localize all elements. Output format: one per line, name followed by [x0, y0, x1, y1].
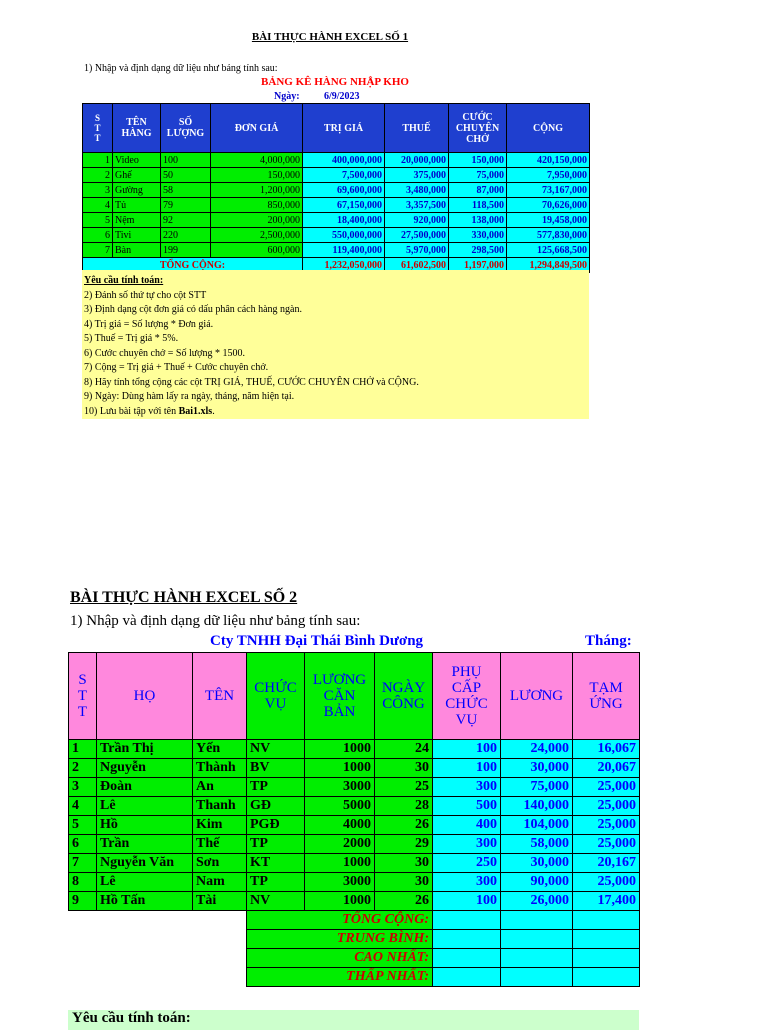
ex2-cell: 30	[375, 873, 433, 892]
ex1-table-title: BẢNG KÊ HÀNG NHẬP KHO	[261, 76, 409, 88]
ex2-summary-row	[69, 930, 640, 949]
ex1-cell: Bàn	[113, 243, 161, 258]
ex1-cell: 2	[83, 168, 113, 183]
ex1-cell: 19,458,000	[507, 213, 590, 228]
ex2-cell: 26	[375, 816, 433, 835]
ex1-title: BÀI THỰC HÀNH EXCEL SỐ 1	[251, 31, 409, 43]
ex2-cell: PGĐ	[247, 816, 305, 835]
ex2-cell: 4000	[305, 816, 375, 835]
ex2-table-row	[69, 854, 640, 873]
ex1-cell: 92	[161, 213, 211, 228]
ex1-req-item: 6) Cước chuyên chở = Số lượng * 1500.	[84, 347, 245, 359]
ex2-month-label: Tháng:	[585, 633, 632, 649]
ex2-req-title: Yêu cầu tính toán:	[72, 1010, 191, 1026]
ex1-cell: 27,500,000	[385, 228, 449, 243]
ex2-cell: 250	[433, 854, 501, 873]
ex1-req-item: 4) Trị giá = Số lượng * Đơn giá.	[84, 318, 214, 330]
ex1-cell: 298,500	[449, 243, 507, 258]
ex1-cell: 138,000	[449, 213, 507, 228]
ex2-cell: 4	[69, 797, 97, 816]
ex2-cell: NV	[247, 892, 305, 911]
ex2-cell: 58,000	[501, 835, 573, 854]
ex1-total-cell: 61,602,500	[385, 258, 449, 273]
ex2-table	[68, 652, 640, 987]
ex2-cell: Hồ Tấn	[97, 892, 193, 911]
ex2-col-header: TÊN	[193, 653, 247, 740]
ex1-cell: 6	[83, 228, 113, 243]
ex1-cell: 5,970,000	[385, 243, 449, 258]
ex1-total-cell: 1,294,849,500	[507, 258, 590, 273]
ex1-table-row	[83, 183, 590, 198]
ex2-table-row	[69, 816, 640, 835]
ex2-col-header: LƯƠNG	[501, 653, 573, 740]
ex2-table-row	[69, 740, 640, 759]
ex2-col-header: PHỤ CẤP CHỨC VỤ	[433, 653, 501, 740]
ex1-cell: 7,500,000	[303, 168, 385, 183]
ex2-cell: 30,000	[501, 759, 573, 778]
ex1-table-row	[83, 243, 590, 258]
ex2-cell: 300	[433, 778, 501, 797]
ex1-cell: Video	[113, 153, 161, 168]
ex2-col-header: S T T	[69, 653, 97, 740]
ex1-col-header: TRỊ GIÁ	[303, 104, 385, 153]
ex1-cell: 73,167,000	[507, 183, 590, 198]
ex2-cell: 1	[69, 740, 97, 759]
ex2-cell: Lê	[97, 873, 193, 892]
ex1-cell: 119,400,000	[303, 243, 385, 258]
ex2-cell: 25,000	[573, 835, 640, 854]
ex2-cell: Trần	[97, 835, 193, 854]
ex1-cell: 20,000,000	[385, 153, 449, 168]
ex2-cell: 75,000	[501, 778, 573, 797]
ex2-cell: GĐ	[247, 797, 305, 816]
ex1-total-cell: 1,197,000	[449, 258, 507, 273]
ex2-cell: 3	[69, 778, 97, 797]
ex2-cell: 30	[375, 854, 433, 873]
ex1-cell: 118,500	[449, 198, 507, 213]
ex1-cell: 420,150,000	[507, 153, 590, 168]
ex2-cell: 1000	[305, 740, 375, 759]
ex2-summary-label: CAO NHẤT:	[247, 949, 433, 968]
ex2-cell: 17,400	[573, 892, 640, 911]
ex1-cell: 4	[83, 198, 113, 213]
ex2-cell: Nam	[193, 873, 247, 892]
ex1-cell: 7	[83, 243, 113, 258]
ex1-cell: 75,000	[449, 168, 507, 183]
ex1-col-header: CỘNG	[507, 104, 590, 153]
ex2-cell: 26,000	[501, 892, 573, 911]
ex2-col-header: LƯƠNG CĂN BẢN	[305, 653, 375, 740]
ex1-cell: 1,200,000	[211, 183, 303, 198]
ex2-requirements	[68, 1010, 639, 1030]
ex1-cell: 330,000	[449, 228, 507, 243]
ex2-cell: 30	[375, 759, 433, 778]
ex1-table-row	[83, 213, 590, 228]
ex2-cell: 104,000	[501, 816, 573, 835]
ex2-cell: Trần Thị	[97, 740, 193, 759]
ex1-header-row	[83, 104, 590, 153]
ex2-cell: 30,000	[501, 854, 573, 873]
ex1-cell: 2,500,000	[211, 228, 303, 243]
ex1-date-label: Ngày:	[274, 91, 300, 102]
ex1-table-row	[83, 168, 590, 183]
ex1-cell: 69,600,000	[303, 183, 385, 198]
ex2-cell: 7	[69, 854, 97, 873]
ex2-table-row	[69, 835, 640, 854]
ex2-cell: 20,067	[573, 759, 640, 778]
ex2-cell: 2	[69, 759, 97, 778]
ex1-cell: Ghế	[113, 168, 161, 183]
ex2-col-header: TẠM ỨNG	[573, 653, 640, 740]
ex1-col-header: S T T	[83, 104, 113, 153]
ex2-cell: 9	[69, 892, 97, 911]
ex2-cell: 29	[375, 835, 433, 854]
ex1-cell: 58	[161, 183, 211, 198]
ex1-cell: 3,357,500	[385, 198, 449, 213]
ex2-company: Cty TNHH Đại Thái Bình Dương	[210, 633, 424, 649]
ex2-summary-row	[69, 949, 640, 968]
ex2-title: BÀI THỰC HÀNH EXCEL SỐ 2	[70, 589, 298, 606]
ex1-req-item: 7) Cộng = Trị giá + Thuế + Cước chuyên chở.	[84, 362, 269, 373]
ex2-cell: 1000	[305, 892, 375, 911]
ex2-cell: 25,000	[573, 797, 640, 816]
ex2-col-header: NGÀY CÔNG	[375, 653, 433, 740]
ex2-cell: 100	[433, 892, 501, 911]
ex2-cell: BV	[247, 759, 305, 778]
ex2-cell: NV	[247, 740, 305, 759]
ex2-cell: Kim	[193, 816, 247, 835]
ex2-cell: Tài	[193, 892, 247, 911]
ex2-instruction: 1) Nhập và định dạng dữ liệu như bảng tính sau:	[70, 613, 361, 629]
ex2-cell: An	[193, 778, 247, 797]
ex1-cell: 18,400,000	[303, 213, 385, 228]
ex1-req-file: Bai1.xls	[178, 405, 213, 417]
ex2-cell: 5	[69, 816, 97, 835]
ex1-table	[82, 103, 590, 273]
ex1-cell: 87,000	[449, 183, 507, 198]
ex2-summary-label: THẤP NHẤT:	[247, 968, 433, 987]
ex1-req-item: 3) Định dạng cột đơn giá có dấu phân cách hàng ngàn.	[84, 304, 302, 315]
ex2-cell: 25,000	[573, 778, 640, 797]
ex1-instruction: 1) Nhập và định dạng dữ liệu như bảng tính sau:	[84, 63, 278, 74]
ex2-cell: TP	[247, 835, 305, 854]
ex1-cell: 50	[161, 168, 211, 183]
ex1-col-header: CƯỚC CHUYÊN CHỞ	[449, 104, 507, 153]
ex1-req-last-prefix: 10) Lưu bài tập với tên	[84, 405, 179, 417]
ex1-cell: 125,668,500	[507, 243, 590, 258]
ex1-cell: 100	[161, 153, 211, 168]
ex2-table-row	[69, 797, 640, 816]
ex1-cell: 7,950,000	[507, 168, 590, 183]
ex1-req-item: 9) Ngày: Dùng hàm lấy ra ngày, tháng, năm hiện tại.	[84, 391, 295, 402]
ex1-cell: 550,000,000	[303, 228, 385, 243]
ex1-req-last-suffix: .	[212, 405, 215, 417]
ex2-cell: 24,000	[501, 740, 573, 759]
ex1-total-cell: 1,232,050,000	[303, 258, 385, 273]
ex2-cell: 140,000	[501, 797, 573, 816]
ex1-cell: 850,000	[211, 198, 303, 213]
ex2-cell: Sơn	[193, 854, 247, 873]
ex1-req-item	[84, 405, 587, 420]
ex2-cell: 100	[433, 740, 501, 759]
ex1-cell: Nệm	[113, 213, 161, 228]
ex1-cell: 600,000	[211, 243, 303, 258]
ex2-cell: 100	[433, 759, 501, 778]
ex1-cell: 375,000	[385, 168, 449, 183]
ex2-cell: 20,167	[573, 854, 640, 873]
ex1-cell: 920,000	[385, 213, 449, 228]
ex2-cell: 6	[69, 835, 97, 854]
ex2-cell: 1000	[305, 759, 375, 778]
ex2-cell: Nguyễn Văn	[97, 854, 193, 873]
ex2-cell: 25	[375, 778, 433, 797]
ex1-cell: Tivi	[113, 228, 161, 243]
ex2-cell: 2000	[305, 835, 375, 854]
ex1-cell: 150,000	[449, 153, 507, 168]
ex2-summary-label: TỔNG CỘNG:	[247, 911, 433, 930]
ex2-cell: 300	[433, 835, 501, 854]
ex1-cell: 5	[83, 213, 113, 228]
ex1-col-header: SỐ LƯỢNG	[161, 104, 211, 153]
ex1-cell: 1	[83, 153, 113, 168]
ex2-cell: 28	[375, 797, 433, 816]
ex1-cell: Tủ	[113, 198, 161, 213]
ex2-cell: Thành	[193, 759, 247, 778]
ex1-cell: 3	[83, 183, 113, 198]
ex2-col-header: HỌ	[97, 653, 193, 740]
ex2-cell: 16,067	[573, 740, 640, 759]
ex2-header-row	[69, 653, 640, 740]
ex2-cell: Nguyễn	[97, 759, 193, 778]
ex1-date-value: 6/9/2023	[324, 91, 360, 102]
ex2-table-row	[69, 892, 640, 911]
ex1-col-header: THUẾ	[385, 104, 449, 153]
ex2-cell: 90,000	[501, 873, 573, 892]
ex2-cell: 25,000	[573, 873, 640, 892]
ex2-cell: Thế	[193, 835, 247, 854]
ex2-cell: 25,000	[573, 816, 640, 835]
ex2-cell: 500	[433, 797, 501, 816]
ex2-cell: 3000	[305, 873, 375, 892]
ex2-cell: Đoàn	[97, 778, 193, 797]
ex1-cell: Gường	[113, 183, 161, 198]
ex1-req-item: 5) Thuế = Trị giá * 5%.	[84, 333, 179, 344]
ex1-requirements	[82, 270, 589, 419]
ex2-col-header: CHỨC VỤ	[247, 653, 305, 740]
ex1-cell: 3,480,000	[385, 183, 449, 198]
ex2-cell: 300	[433, 873, 501, 892]
ex1-req-item: 8) Hãy tính tổng cộng các cột TRỊ GIÁ, THUẾ, CƯỚC CHUYÊN CHỞ và CỘNG.	[84, 376, 419, 388]
ex1-table-row	[83, 153, 590, 168]
ex2-table-row	[69, 759, 640, 778]
ex1-cell: 67,150,000	[303, 198, 385, 213]
ex1-req-title: Yêu cầu tính toán:	[84, 275, 164, 286]
ex1-cell: 70,626,000	[507, 198, 590, 213]
ex1-cell: 200,000	[211, 213, 303, 228]
ex2-cell: 24	[375, 740, 433, 759]
ex2-summary-row	[69, 911, 640, 930]
ex1-cell: 220	[161, 228, 211, 243]
ex1-cell: 577,830,000	[507, 228, 590, 243]
ex2-cell: 5000	[305, 797, 375, 816]
ex2-summary-row	[69, 968, 640, 987]
ex1-cell: 400,000,000	[303, 153, 385, 168]
ex2-cell: 400	[433, 816, 501, 835]
ex2-summary-label: TRUNG BÌNH:	[247, 930, 433, 949]
ex1-cell: 150,000	[211, 168, 303, 183]
ex1-col-header: TÊN HÀNG	[113, 104, 161, 153]
ex2-cell: 26	[375, 892, 433, 911]
ex2-cell: Thanh	[193, 797, 247, 816]
ex1-cell: 199	[161, 243, 211, 258]
ex2-cell: 3000	[305, 778, 375, 797]
ex1-cell: 4,000,000	[211, 153, 303, 168]
ex2-cell: Yến	[193, 740, 247, 759]
ex1-table-row	[83, 198, 590, 213]
ex2-cell: Hồ	[97, 816, 193, 835]
ex2-cell: 1000	[305, 854, 375, 873]
ex2-cell: TP	[247, 778, 305, 797]
ex2-table-row	[69, 778, 640, 797]
ex1-table-row	[83, 228, 590, 243]
ex1-col-header: ĐƠN GIÁ	[211, 104, 303, 153]
ex2-cell: TP	[247, 873, 305, 892]
ex2-cell: 8	[69, 873, 97, 892]
ex1-total-label: TỔNG CỘNG:	[83, 258, 303, 273]
ex1-cell: 79	[161, 198, 211, 213]
ex2-cell: KT	[247, 854, 305, 873]
ex1-req-item: 2) Đánh số thứ tự cho cột STT	[84, 289, 207, 301]
ex2-cell: Lê	[97, 797, 193, 816]
ex2-table-row	[69, 873, 640, 892]
